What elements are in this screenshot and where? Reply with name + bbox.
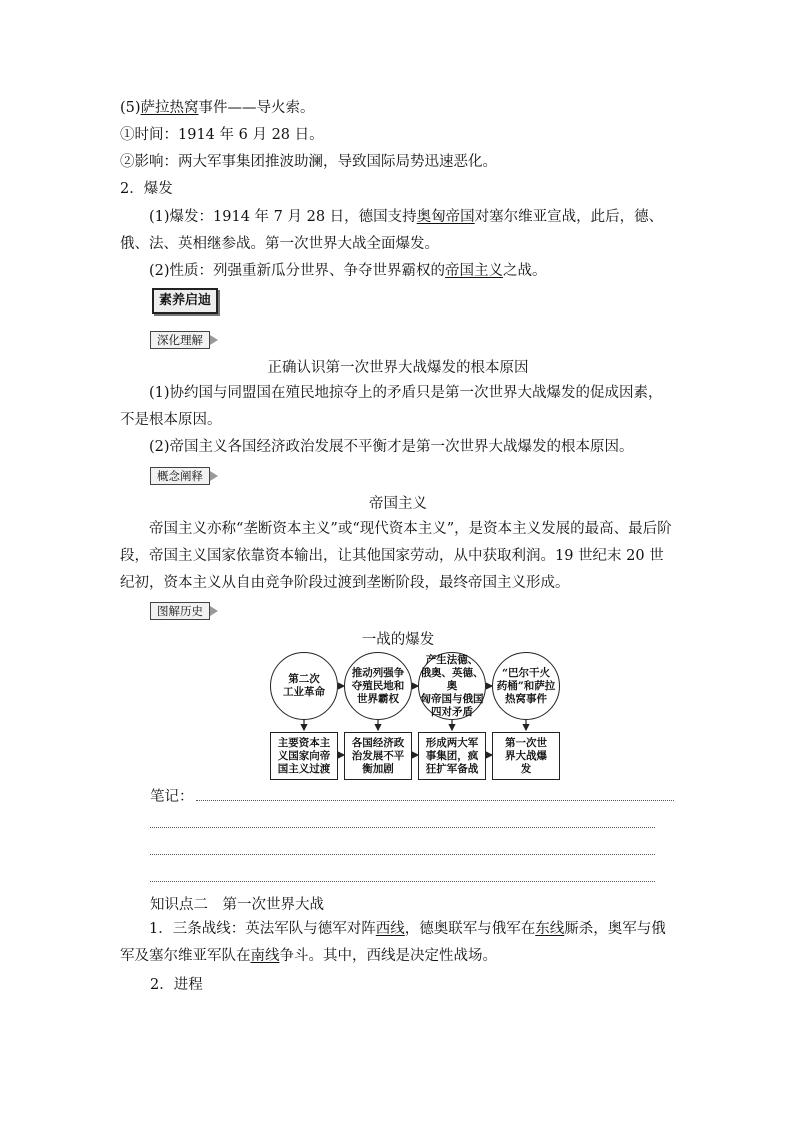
line-time: ①时间：1914 年 6 月 28 日。 xyxy=(120,127,324,143)
tag-concept: 概念阐释 xyxy=(150,467,210,485)
diagram-node-box: 第一次世 界大战爆 发 xyxy=(492,732,560,780)
paragraph-outbreak: (1)爆发：1914 年 7 月 28 日，德国支持奥匈帝国对塞尔维亚宣战，此后，德、俄、法、英相继参战。第一次世界大战全面爆发。 xyxy=(120,209,664,252)
section2-paragraph: 帝国主义亦称“垄断资本主义”或“现代资本主义”，是资本主义发展的最高、最后阶段，帝国主义国家依靠资本输出，让其他国家劳动，从中获取利润。19 世纪末 20 世纪初，资本主义从自由竞争阶段过渡到垄断阶段，最终帝国主义形成。 xyxy=(120,521,672,591)
diagram-node-circle: “巴尔干火 药桶”和萨拉 热窝事件 xyxy=(492,652,560,720)
diagram-node-box: 形成两大军 事集团，疯 狂扩军备战 xyxy=(418,732,486,780)
notes-line[interactable] xyxy=(150,881,655,882)
diagram-node-box: 各国经济政 治发展不平 衡加剧 xyxy=(344,732,412,780)
underlined-term: 帝国主义 xyxy=(445,263,504,279)
underlined-term: 奥匈帝国 xyxy=(416,209,475,225)
diagram-node-circle: 推动列强争 夺殖民地和 世界霸权 xyxy=(344,652,412,720)
line-impact: ②影响：两大军事集团推波助澜，导致国际局势迅速恶化。 xyxy=(120,154,497,170)
diagram-title: 一战的爆发 xyxy=(361,632,435,648)
section3-progress-heading: 2．进程 xyxy=(150,977,203,993)
section1-title: 正确认识第一次世界大战爆发的根本原因 xyxy=(267,360,529,376)
underlined-term: 南线 xyxy=(250,948,280,964)
line-sarajevo: (5)萨拉热窝事件——导火索。 xyxy=(120,100,315,116)
section-banner: 素养启迪 xyxy=(152,288,218,314)
paragraph-nature: (2)性质：列强重新瓜分世界、争夺世界霸权的帝国主义之战。 xyxy=(149,263,547,279)
notes-line[interactable] xyxy=(196,800,674,801)
diagram-node-box: 主要资本主 义国家向帝 国主义过渡 xyxy=(270,732,338,780)
section3-heading: 知识点二 第一次世界大战 xyxy=(150,897,324,913)
section1-paragraph-1: (1)协约国与同盟国在殖民地掠夺上的矛盾只是第一次世界大战爆发的促成因素，不是根本原因。 xyxy=(120,385,663,428)
underlined-term: 萨拉热窝 xyxy=(140,100,199,116)
tag-illustrated-history: 图解历史 xyxy=(150,602,210,620)
diagram-node-circle: 第二次 工业革命 xyxy=(270,652,338,720)
section3-paragraph-fronts: 1．三条战线：英法军队与德军对阵西线，德奥联军与俄军在东线厮杀，奥军与俄军及塞尔维亚军队在南线争斗。其中，西线是决定性战场。 xyxy=(120,921,666,964)
notes-line[interactable] xyxy=(150,854,655,855)
tag-deep-understanding: 深化理解 xyxy=(150,331,210,349)
notes-label: 笔记： xyxy=(150,789,194,805)
section1-paragraph-2: (2)帝国主义各国经济政治发展不平衡才是第一次世界大战爆发的根本原因。 xyxy=(149,439,634,455)
diagram-node-circle: 产生法德、 俄奥、英德、奥 匈帝国与俄国 四对矛盾 xyxy=(418,652,486,720)
line-outbreak-heading: 2．爆发 xyxy=(120,181,173,197)
notes-line[interactable] xyxy=(150,827,655,828)
section2-title: 帝国主义 xyxy=(369,496,427,512)
underlined-term: 西线 xyxy=(375,921,405,937)
flow-diagram xyxy=(270,652,556,778)
underlined-term: 东线 xyxy=(535,921,565,937)
